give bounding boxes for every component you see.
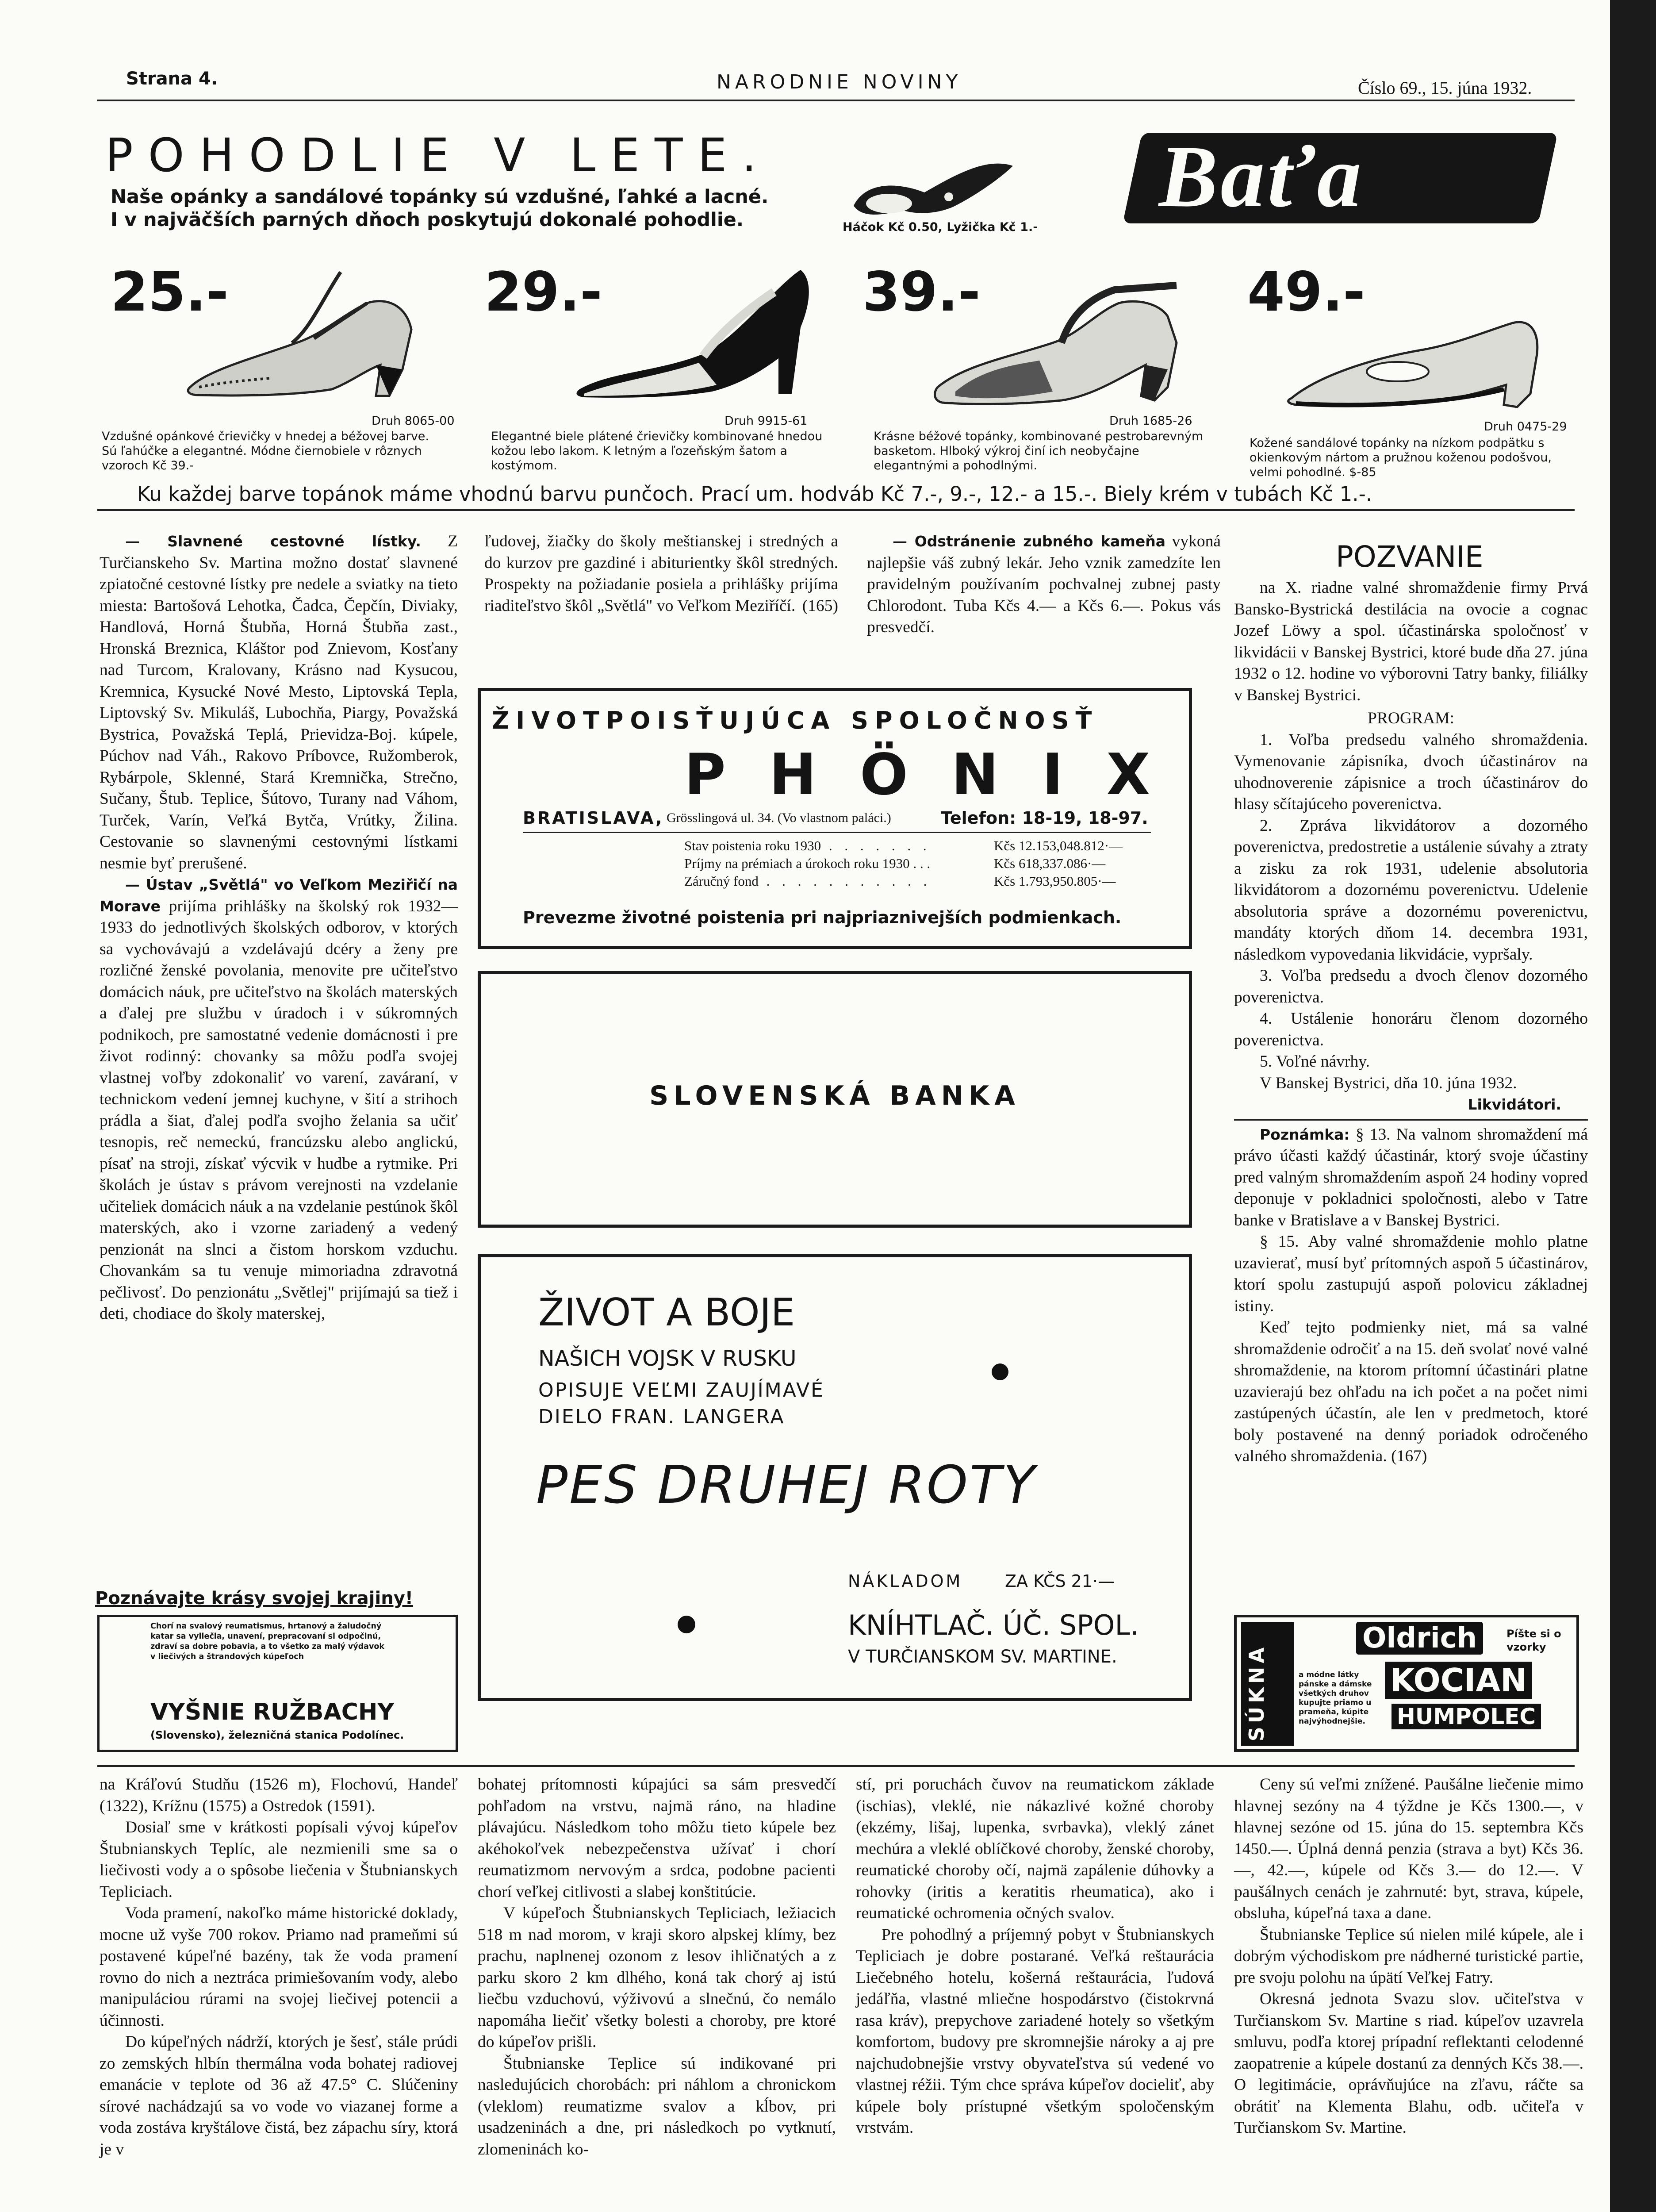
phonix-row-value: Kčs 618,337.086·— — [994, 856, 1106, 871]
svetla-title: — Ústav „Světlá" vo Veľkom Meziřičí na Morave — [100, 876, 458, 915]
bottom-c2-p3: Štubnianske Teplice sú indikované pri nasledujúcich chorobách: pri náhlom a chronickom (vleklom) reumatizme svalov a kĺbov, pri usadzeninách a dne, pri následkoch po vytknutí, zlomeninách ko- — [478, 2054, 836, 2158]
pozvanie-number: (167) — [1391, 1447, 1427, 1465]
phonix-row-label: Záručný fond — [684, 873, 759, 889]
phonix-company-type: ŽIVOTPOISŤUJÚCA SPOLOČNOSŤ — [492, 707, 1099, 734]
bata-footer: Ku každej barve topánok máme vhodnú barvu punčoch. Prací um. hodváb Kč 7.-, 9.-, 12.- a 15.-. Biely krém v tubách Kč 1.-. — [137, 482, 1372, 506]
kocian-pis: Píšte si o vzorky — [1506, 1628, 1561, 1653]
chlorodont-text: vykoná najlepšie váš zubný lekár. Jeho vznik zamedzíte len pravidelným používaním pochvalnej zubnej pasty Chlorodont. Tuba Kčs 4.— a Kčs 6.—. Pokus vás presvedčí. — [867, 532, 1221, 636]
kocian-oldrich: Oldrich — [1356, 1622, 1483, 1655]
bottom-c1-p2: Dosiaľ sme v krátkosti popísali vývoj kúpeľov Štubnianskych Teplíc, ale nezmienili sme sa o liečivosti vody a o spôsobe liečenia v Štubnianskych Tepliciach. — [100, 1818, 458, 1901]
pozvanie-title: POZVANIE — [1336, 540, 1484, 574]
bottom-c3-p2: Pre pohodlný a príjemný pobyt v Štubnianskych Tepliciach je dobre postarané. Veľká reštaurácia Liečebného hotelu, košerná reštaurácia, ľudová jedáľňa, vlastné mliečne hospodárstvo (čistokrvná rasa kráv), prepychove zariadené hotely so všetkým komfortom, budovy pre skromnejšie nároky a aj pre najchudobnejšie vrstvy obyvateľstva sú vedené vo vlastnej réžii. Tým chce správa kúpeľov docieliť, aby kúpele boly prístupné všetkým spoločenským vrstvám. — [856, 1925, 1214, 2137]
price-49: 49.- — [1247, 261, 1365, 323]
phonix-phone: Telefon: 18-19, 18-97. — [941, 808, 1148, 828]
bottom-column-1 — [100, 1774, 458, 2160]
price-39: 39.- — [862, 261, 981, 323]
slovenska-banka-name: SLOVENSKÁ BANKA — [649, 1080, 1020, 1111]
bottom-c1-p3: Voda pramení, nakoľko máme historické doklady, mocne už vyše 700 rokov. Priamo nad prameňmi sú postavené kúpeľné bazény, tak že voda pramení rovno do nich a neztráca primiešovaním vody, alebo manipuláciou rúrami na svojej liečivej potencii a účinnosti. — [100, 1904, 458, 2030]
bullet-icon — [678, 1616, 695, 1633]
phonix-row-value: Kčs 1.793,950.805·— — [994, 873, 1116, 889]
book-line-1: ŽIVOT A BOJE — [538, 1290, 795, 1335]
pozvanie-item-2: 2. Zpráva likvidátorov a dozorného poverenictva, predostretie a ustálenie súvahy a ztraty a zisku za rok 1931, udelenie absolutoria likvidátorom a dozornému poverenictvu. Udelenie absolutoria správe a dozornému poverenictvu, mandáty ktorých dňom 14. decembra 1931, následkom vypovedania likvidácie, vypršaly. — [1234, 816, 1588, 964]
bata-sub2: I v najväčších parných dňoch poskytujú dokonalé pohodlie. — [111, 209, 744, 231]
pozvanie-note: § 13. Na valnom shromaždení má právo účasti každý účastinár, ktorý svoje účastiny pred valným shromaždením aspoň 24 hodiny vopred deponuje v pokladnici spoločnosti, alebo v Tatre banke v Bratislave a v Banskej Bystrici. — [1234, 1125, 1588, 1229]
price-29: 29.- — [484, 261, 602, 323]
bottom-c4-p2: Štubnianske Teplice sú nielen milé kúpele, ale i dobrým východiskom pre nádherné turistické partie, pre svoju polohu na úpätí Veľkej Fatry. — [1234, 1925, 1583, 1987]
pozvanie-intro: na X. riadne valné shromaždenie firmy Prvá Bansko-Bystrická destilácia na ovocie a cognac Jozef Löwy a spol. účastinárska spoločnosť v likvidácii v Banskej Bystrici, ktoré bude dňa 27. júna 1932 o 12. hodine vo výborovni Tatry banky, filiálky v Banskej Bystrici. — [1234, 579, 1588, 704]
product1-text: Vzdušné opánkové črievičky v hnedej a béžovej barve. Sú ľahúčke a elegantné. Módne čiernobiele v rôznych vzoroch Kč 39.- — [102, 430, 429, 472]
kocian-name: KOCIAN — [1385, 1662, 1532, 1699]
column-3-top — [867, 531, 1221, 638]
svetla-text: prijíma prihlášky na školský rok 1932—1933 do jednotlivých školských odborov, v ktorých sa vychovávajú a vzdelávajú dcéry a ženy pre rozličné ženské povolania, menovite pre učiteľstvo domácich náuk, pre učiteľstvo na školách materských a ďalej pre službu v úradoch i v súkromných podnikoch, pre samostatné vedenie domácnosti i pre život rodinný: chovanky sa môžu podľa svojej vlastnej voľby zdokonaliť vo varení, zaváraní, v technickom vedení jemnej kuchyne, v šití a strihoch prádla a šiat, ďalej podľa svojho želania sa učiť tesnopis, reč nemeckú, francúzsku alebo anglickú, písať na stroji, získať výcvik v hudbe a rytmike. Pri školách je ústav s právom verejnosti na vzdelanie učiteliek domácich náuk a na vzdelanie pestúnok škôl materských, ako i vzorne zariadený a vedený penzionát na slnci a čistom horskom vzduchu. Chovankám sa tu venuje mimoriadna zdravotná pečlivosť. Do penzionátu „Světlej" prijímajú sa tiež i deti, chodiace do školy materskej, — [100, 897, 458, 1323]
book-line-2: NAŠICH VOJSK V RUSKU — [538, 1346, 797, 1371]
phonix-slogan: Prevezme životné poistenia pri najpriaznivejších podmienkach. — [523, 908, 1122, 927]
phonix-row-value: Kčs 12.153,048.812·— — [994, 838, 1123, 853]
page-edge — [1610, 0, 1656, 2212]
product2-text: Elegantné biele plátené črievičky kombinované hnedou kožou lebo lakom. K letným a ľozeňským šatom a kostýmom. — [491, 430, 823, 472]
pozvanie-program: PROGRAM: — [1368, 709, 1454, 727]
bata-headline: POHODLIE V LETE. — [105, 128, 772, 182]
product4-text: Kožené sandálové topánky na nízkom podpätku s okienkovým nártom a pružnou koženou podošvou, velmi pohodlné. $-85 — [1250, 436, 1552, 479]
bottom-c1-p4: Do kúpeľných nádrží, ktorých je šesť, stále prúdi zo zemských hlbín thermálna voda bohatej radiovej emanácie v teplote od 36 až 47.5° C. Slúčeniny sírové nachádzajú sa vo vode vo viazanej forme a voda zostáva kryštálove čistá, bez zápachu síry, ktorá je v — [100, 2033, 458, 2158]
book-ad — [478, 1254, 1192, 1701]
section-rule — [97, 1765, 1575, 1767]
newspaper-title: NARODNIE NOVINY — [717, 71, 962, 93]
column-1 — [100, 531, 458, 1325]
phonix-ad — [478, 688, 1192, 949]
svetla-continued: ľudovej, žiačky do školy meštianskej i stredných a do kurzov pre gazdiné i abiturientky škôl stredných. Prospekty na požiadanie posiela a prihlášky prijíma riaditeľstvo škôl „Světlá" vo Veľkom Meziříčí. — [484, 532, 838, 615]
kocian-humpolec: HUMPOLEC — [1392, 1704, 1541, 1729]
bottom-column-3 — [856, 1774, 1214, 2139]
phonix-address: Grösslingová ul. 34. (Vo vlastnom paláci.) — [667, 810, 891, 825]
phonix-row-1: Stav poistenia roku 1930 . . . . . . . Kčs 12.153,048.812·— — [684, 837, 1149, 855]
sandal-icon — [181, 254, 429, 400]
page-number: Strana 4. — [126, 69, 218, 89]
book-publisher: KNÍHTLAČ. ÚČ. SPOL. — [848, 1609, 1139, 1641]
bottom-c4-p1: Ceny sú veľmi znížené. Paušálne liečenie mimo hlavnej sezóny na 4 týždne je Kčs 1300.—, v hlavnej sezóne od 15. júna do 15. septembra Kčs 1450.—. Úplná denná penzia (strava a byt) Kčs 36.—, 42.—, kúpele od Kčs 3.— do 12.—. V paušálnych cenách je zahrnuté: byt, strava, kúpele, obsluha, kúpeľná taxa a dane. — [1234, 1775, 1583, 1922]
kocian-small: a módne látky pánske a dámske všetkých druhov kupujte priamo u prameňa, kúpite najvýhodnejšie. — [1299, 1671, 1372, 1726]
bottom-column-2 — [478, 1774, 836, 2160]
phonix-name: PHÖNIX — [684, 742, 1194, 808]
pozvanie-rule — [1234, 1119, 1588, 1121]
pozvanie-note-3: Keď tejto podmienky niet, má sa valné shromaždenie odročiť a na 15. deň svolať nové valné shromaždenie, na ktorom prítomní účastinári platne uzavierajú bez ohľadu na ich počet a na počet nimi zastúpených účastín, ale len v predmetoch, ktoré boly postavené na denný poriadok odročeného valného shromaždenia. — [1234, 1318, 1588, 1465]
bata-hook-price: Háčok Kč 0.50, Lyžička Kč 1.- — [843, 220, 1038, 234]
product2-code: Druh 9915-61 — [724, 414, 808, 428]
ruzbach-name: VYŠNIE RUŽBACHY — [150, 1699, 395, 1725]
book-price: ZA KČS 21·— — [1005, 1571, 1115, 1591]
book-title: PES DRUHEJ ROTY — [536, 1454, 1037, 1515]
phonix-city: BRATISLAVA, — [523, 808, 664, 828]
header-rule — [97, 100, 1575, 101]
pozvanie-item-1: 1. Voľba predsedu valného shromaždenia. Vymenovanie zápisníka, dvoch účastinárov na uhodnoverenie zápisnice a troch účastinárov do hlasy sčítajúceho poverenictva. — [1234, 730, 1588, 813]
product3-text: Krásne béžové topánky, kombinované pestrobarevným basketom. Hlboký výkroj činí ich neobyčajne elegantnými a pohodlnými. — [874, 430, 1204, 472]
ruzbach-body: Chorí na svalový reumatismus, hrtanový a žaludočný katar sa vyliečia, unavení, prepracovaní si odpočinú, zdraví sa dobre pobavia, a to všetko za malý výdavok v liečivých a štrandových kúpeľoch — [150, 1622, 385, 1661]
column-2-top — [484, 531, 838, 617]
shoehorn-icon — [849, 148, 1017, 223]
product1-code: Druh 8065-00 — [372, 414, 455, 428]
sandal-low-icon — [1283, 310, 1548, 416]
pozvanie-sign: Likvidátori. — [1468, 1096, 1561, 1113]
bottom-c4-p3: Okresná jednota Svazu slov. učiteľstva v Turčianskom Sv. Martine s riad. kúpeľov uzavrela smluvu, podľa ktorej prípadní reflektanti celodenné zaopatrenie a kúpele dostanú za denných Kčs 38.—. O legitimácie, oprávňujúce na zľavu, ráčte sa obrátiť na Klementa Blahu, odb. učiteľa v Turčianskom Sv. Martine. — [1234, 1990, 1583, 2137]
pozvanie-note-title: Poznámka: — [1260, 1125, 1350, 1143]
kocian-ad — [1234, 1615, 1579, 1752]
phonix-row-label: Stav poistenia roku 1930 — [684, 838, 821, 853]
svetla-number: (165) — [802, 596, 838, 615]
bottom-c2-p1: bohatej prítomnosti kúpajúci sa sám presvedčí pohľadom na vrstvu, najmä ráno, na hladine plávajúcu. Následkom toho môžu tieto kúpele bez akéhokoľvek nebezpečenstva užívať i chorí reumatizmom nervovým a srdca, podobne pacienti chorí veľkej citlivosti a slabej konštitúcie. — [478, 1775, 836, 1901]
phonix-row-2: Príjmy na prémiach a úrokoch roku 1930 . . . Kčs 618,337.086·— — [684, 855, 1149, 872]
book-line-3: OPISUJE VEĽMI ZAUJÍMAVÉ — [538, 1379, 824, 1402]
bullet-icon — [992, 1363, 1008, 1380]
bottom-c1-p1: na Kráľovú Studňu (1526 m), Flochovú, Handeľ (1322), Krížnu (1575) a Ostredok (1591). — [100, 1775, 458, 1815]
book-line-4: DIELO FRAN. LANGERA — [538, 1406, 785, 1428]
ruzbach-ad — [97, 1615, 458, 1752]
bata-logo-text: Baťa — [1159, 128, 1364, 226]
pozvanie-body — [1234, 577, 1588, 1467]
cestovne-listky-text: Z Turčianskeho Sv. Martina možno dostať slavnené zpiatočné cestovné lístky pre nedele a sviatky na tieto miesta: Bartošová Lehotka, Čadca, Čepčín, Diviaky, Handlová, Horná Štubňa, Horná Štubňa zast., Hronská Breznica, Kláštor pod Znievom, Kosťany nad Turcom, Kralovany, Krásno nad Kysucou, Kremnica, Kysucké Nové Mesto, Liptovská Tepla, Liptovský Sv. Mikuláš, Lubochňa, Piargy, Považská Bystrica, Považská Teplá, Prievidza-Boj. kúpele, Púchov nad Váh., Rakovo Príbovce, Ružomberok, Rybárpole, Sklenné, Stará Kremnička, Strečno, Sučany, Štub. Teplice, Šútovo, Turany nad Váhom, Turček, Varín, Veľká Bytča, Vrútky, Žilina. Cestovanie so slavnenými cestovnými lístkami nesmie byť prerušené. — [100, 532, 458, 872]
kocian-sukna: SÚKNA — [1245, 1644, 1269, 1742]
bata-bottom-rule — [97, 509, 1575, 511]
ruzbach-head: Poznávajte krásy svojej krajiny! — [95, 1588, 414, 1609]
strap-shoe-icon — [929, 276, 1194, 409]
pozvanie-item-5: 5. Voľné návrhy. — [1260, 1052, 1370, 1071]
bottom-c2-p2: V kúpeľoch Štubnianskych Tepliciach, ležiacich 518 m nad morom, v kraji skoro alpskej klímy, bez prachu, naplnenej ozonom z lesov ihličnatých a z parku skoro 2 km dlhého, koná tak chorý aj istú liečbu vzduchovú, výživovú a slnečnú, čo nemálo napomáha liečiť všetky bolesti a choroby, pre ktoré do kúpeľov prišli. — [478, 1904, 836, 2051]
book-publisher-city: V TURČIANSKOM SV. MARTINE. — [848, 1647, 1117, 1667]
pozvanie-date: V Banskej Bystrici, dňa 10. júna 1932. — [1260, 1074, 1517, 1092]
product4-code: Druh 0475-29 — [1484, 420, 1567, 434]
pump-shoe-icon — [571, 261, 818, 403]
book-publisher-label: NÁKLADOM — [848, 1571, 963, 1591]
pozvanie-item-3: 3. Voľba predsedu a dvoch členov dozorného poverenictva. — [1234, 967, 1588, 1006]
pozvanie-item-4: 4. Ustálenie honoráru členom dozorného poverenictva. — [1234, 1010, 1588, 1049]
chlorodont-title: — Odstránenie zubného kameňa — [893, 533, 1165, 550]
phonix-row-label: Príjmy na prémiach a úrokoch roku 1930 — [684, 856, 910, 871]
bottom-column-4 — [1234, 1774, 1583, 2139]
slovenska-banka-ad — [478, 971, 1192, 1228]
bata-sub1: Naše opánky a sandálové topánky sú vzdušné, ľahké a lacné. — [111, 186, 769, 208]
price-25: 25.- — [111, 261, 229, 323]
phonix-rule — [523, 832, 1151, 833]
cestovne-listky-title: — Slavnené cestovné lístky. — [125, 533, 421, 550]
phonix-row-3: Záručný fond . . . . . . . . . . . Kčs 1.793,950.805·— — [684, 872, 1149, 890]
ruzbach-location: (Slovensko), železničná stanica Podolínec. — [150, 1729, 404, 1741]
pozvanie-note-2: § 15. Aby valné shromaždenie mohlo platne uzavierať, musí byť prítomných aspoň 5 účastinárov, ktorí spolu zastupujú aspoň polovicu základnej istiny. — [1234, 1233, 1588, 1315]
issue-info: Číslo 69., 15. júna 1932. — [1358, 78, 1532, 98]
bottom-c3-p1: stí, pri poruchách čuvov na reumatickom základe (ischias), vleklé, nie nákazlivé kožné choroby (ekzémy, lišaj, lupenka, svrbavka), vleklý zánet mechúra a vleklé oblíčkové choroby, ženské choroby, reumatické choroby očí, najmä zapálenie dúhovky a rohovky (iritis a keratitis rheumatica), ako i reumatické ochromenia očných svalov. — [856, 1775, 1214, 1922]
product3-code: Druh 1685-26 — [1109, 414, 1192, 428]
